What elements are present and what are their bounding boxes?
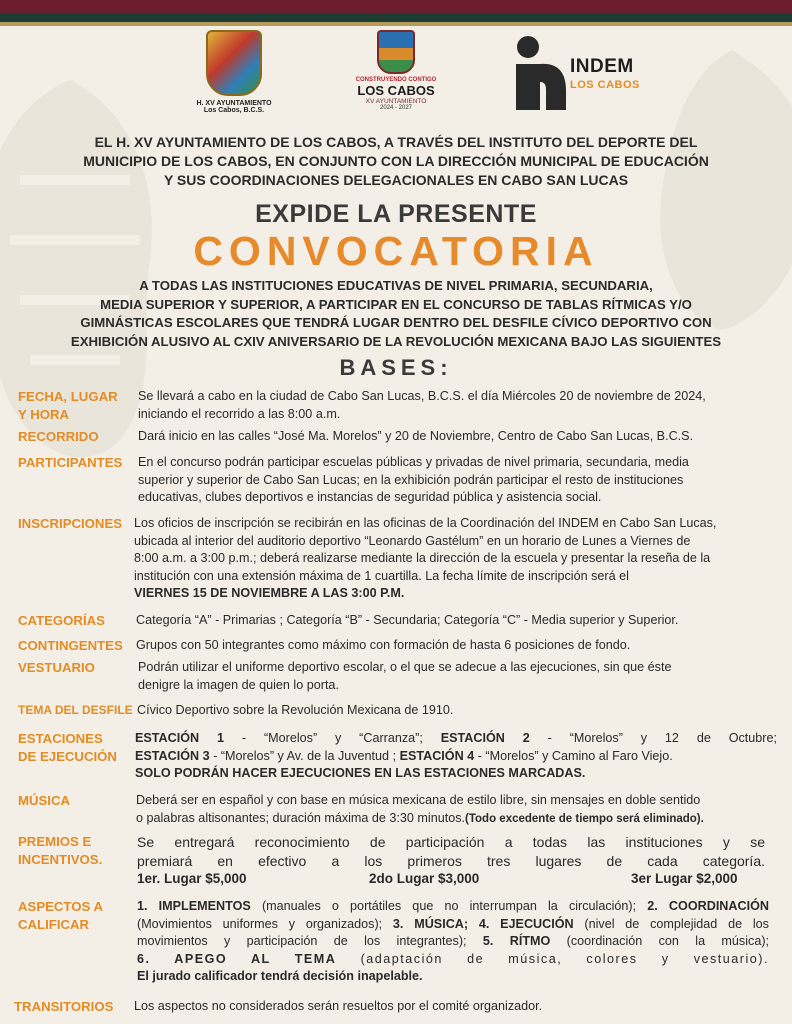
coat-of-arms-icon xyxy=(206,30,262,96)
dest-line2: MEDIA SUPERIOR Y SUPERIOR, A PARTICIPAR EN EL CONCURSO DE TABLAS RÍTMICAS Y/O xyxy=(100,296,692,312)
inscripciones-line1: Los oficios de inscripción se recibirán en las oficinas de la Coordinación del INDEM en Cabo San Lucas, xyxy=(134,516,717,530)
premios-label-line1: PREMIOS E xyxy=(18,834,92,849)
estaciones-line2 xyxy=(135,748,777,766)
aspecto-5-text: (coordinación con la música); xyxy=(550,934,770,948)
inscripciones-deadline: VIERNES 15 DE NOVIEMBRE A LAS 3:00 P.M. xyxy=(134,586,405,600)
prize-third: 3er Lugar $2,000 xyxy=(631,871,738,886)
fecha-label-line2: Y HORA xyxy=(18,406,70,422)
dest-line1: A TODAS LAS INSTITUCIONES EDUCATIVAS DE NIVEL PRIMARIA, SECUNDARIA, xyxy=(139,278,653,293)
estacion-4: ESTACIÓN 4 xyxy=(399,748,475,763)
intro-line3 xyxy=(40,171,752,190)
fecha-text xyxy=(138,388,778,423)
musica-text xyxy=(136,792,778,828)
premios-label xyxy=(18,833,102,868)
inscripciones-line2: ubicada al interior del auditorio deportivo “Leonardo Gastélum” en un horario de Lunes a Viernes de xyxy=(134,533,691,548)
participantes-label: PARTICIPANTES xyxy=(18,455,123,470)
top-stripe-gold xyxy=(0,22,792,26)
aspectos-line1 xyxy=(137,898,769,916)
transitorios-label: TRANSITORIOS xyxy=(14,999,114,1014)
fecha-label xyxy=(18,388,118,423)
inscripciones-line3: 8:00 a.m. a 3:00 p.m.; deberá realizarse mediante la dirección de la escuela y presentar la reseña de la xyxy=(134,551,711,565)
destinatarios-text xyxy=(30,277,762,351)
vestuario-line2: denigre la imagen de quien lo porta. xyxy=(138,677,339,692)
estacion-2-text: - “Morelos” y 12 de Octubre; xyxy=(529,731,777,745)
estacion-3-text: - “Morelos” y Av. de la Juventud ; xyxy=(209,748,400,763)
musica-label: MÚSICA xyxy=(18,793,71,808)
aspecto-3-4: 3. MÚSICA; 4. EJECUCIÓN xyxy=(392,916,574,931)
indem-sub: LOS CABOS xyxy=(570,79,640,91)
loscabos-tagline: CONSTRUYENDO CONTIGO xyxy=(355,77,437,83)
jurado-note: El jurado calificador tendrá decisión inapelable. xyxy=(137,969,423,983)
aspectos-label xyxy=(18,898,103,933)
tema-text: Cívico Deportivo sobre la Revolución Mexicana de 1910. xyxy=(137,703,454,717)
vestuario-line1: Podrán utilizar el uniforme deportivo escolar, o el que se adecue a las ejecuciones, sin que éste xyxy=(138,660,672,674)
aspecto-5: 5. RÍTMO xyxy=(482,934,551,948)
musica-line2-note: (Todo excedente de tiempo será eliminado). xyxy=(465,812,704,825)
aspectos-text xyxy=(137,898,769,986)
aspecto-2: 2. COORDINACIÓN xyxy=(647,899,769,913)
participantes-line3: educativas, clubes deportivos e instancias de seguridad pública y asistencia social. xyxy=(138,490,602,504)
estacion-1-text: - “Morelos” y “Carranza”; xyxy=(224,731,441,745)
categorias-label: CATEGORÍAS xyxy=(18,613,105,628)
aspecto-2-text: (Movimientos uniformes y organizados); xyxy=(137,916,393,931)
ayuntamiento-line1: H. XV AYUNTAMIENTO xyxy=(196,100,272,107)
indem-logo xyxy=(512,32,662,112)
inscripciones-label: INSCRIPCIONES xyxy=(18,516,123,531)
premios-line2: premiará en efectivo a los primeros tres lugares de cada categoría. xyxy=(137,853,765,869)
contingentes-label: CONTINGENTES xyxy=(18,638,123,653)
musica-line1: Deberá ser en español y con base en música mexicana de estilo libre, sin mensajes en doble sentido xyxy=(136,793,701,807)
recorrido-text: Dará inicio en las calles “José Ma. Morelos” y 20 de Noviembre, Centro de Cabo San Lucas, B.C.S. xyxy=(138,429,694,443)
musica-line2 xyxy=(136,810,778,829)
bases-heading: BASES: xyxy=(339,355,453,380)
estaciones-label xyxy=(18,730,117,765)
estaciones-label-line1: ESTACIONES xyxy=(18,731,103,746)
aspectos-line2 xyxy=(137,916,769,934)
inscripciones-line4: institución con una extensión máxima de 1 cuartilla. La fecha límite de inscripción será el xyxy=(134,568,629,583)
vestuario-label: VESTUARIO xyxy=(18,660,95,675)
loscabos-emblem-icon xyxy=(377,30,415,74)
top-stripe-green xyxy=(0,14,792,22)
aspecto-4-text: (nivel de complejidad de los xyxy=(573,916,769,931)
ayuntamiento-logo xyxy=(188,30,280,114)
estacion-3: ESTACIÓN 3 xyxy=(135,748,210,763)
logos-header xyxy=(0,30,792,122)
contingentes-text: Grupos con 50 integrantes como máximo con formación de hasta 6 posiciones de fondo. xyxy=(136,638,631,652)
intro-line1: EL H. XV AYUNTAMIENTO DE LOS CABOS, A TRAVÉS DEL INSTITUTO DEL DEPORTE DEL xyxy=(94,134,698,150)
categorias-text: Categoría “A” - Primarias ; Categoría “B” - Secundaria; Categoría “C” - Media superior y Superior. xyxy=(136,613,679,627)
aspecto-1: 1. IMPLEMENTOS xyxy=(137,899,251,913)
expide-heading: EXPIDE LA PRESENTE xyxy=(255,200,537,228)
vestuario-text xyxy=(138,659,778,694)
transitorios-text: Los aspectos no considerados serán resueltos por el comité organizador. xyxy=(134,999,543,1013)
estacion-1: ESTACIÓN 1 xyxy=(135,731,225,745)
aspecto-6: 6. APEGO AL TEMA xyxy=(137,951,337,966)
estacion-2: ESTACIÓN 2 xyxy=(440,731,530,745)
aspectos-label-line2: CALIFICAR xyxy=(18,916,90,932)
fecha-line1: Se llevará a cabo en la ciudad de Cabo San Lucas, B.C.S. el día Miércoles 20 de noviembre de 2024, xyxy=(138,389,706,403)
fecha-line2: iniciando el recorrido a las 8:00 a.m. xyxy=(138,406,341,421)
recorrido-label: RECORRIDO xyxy=(18,429,99,444)
aspecto-6-text: (adaptación de música, colores y vestuario). xyxy=(336,951,769,966)
aspecto-4-text-cont: movimientos y participación de los integrantes); xyxy=(137,934,483,948)
intro-line3-pre: Y SUS COORDINACIONES DELEGACIONALES EN xyxy=(163,172,502,188)
indem-mark-icon xyxy=(512,34,566,112)
dest-line4: EXHIBICIÓN ALUSIVO AL CXIV ANIVERSARIO DE LA REVOLUCIÓN MEXICANA BAJO LAS SIGUIENTES xyxy=(70,333,722,349)
top-stripe-maroon xyxy=(0,0,792,14)
aspecto-1-text: (manuales o portátiles que no interrumpan la circulación); xyxy=(250,899,648,913)
loscabos-name: LOS CABOS xyxy=(357,83,435,98)
participantes-line1: En el concurso podrán participar escuelas públicas y privadas de nivel primaria, secundaria, media xyxy=(138,455,689,469)
convocatoria-title: CONVOCATORIA xyxy=(193,228,599,274)
estaciones-text xyxy=(135,730,777,783)
inscripciones-text xyxy=(134,515,778,603)
loscabos-years: 2024 - 2027 xyxy=(379,105,413,111)
estaciones-note: SOLO PODRÁN HACER EJECUCIONES EN LAS ESTACIONES MARCADAS. xyxy=(135,766,586,780)
premios-line1: Se entregará reconocimiento de participación a todas las instituciones y se xyxy=(137,834,765,850)
premios-text xyxy=(137,833,765,871)
aspectos-line4 xyxy=(137,951,769,969)
loscabos-sub: XV AYUNTAMIENTO xyxy=(365,98,427,105)
premios-label-line2: INCENTIVOS. xyxy=(18,851,103,867)
musica-line2-text: o palabras altisonantes; duración máxima de 3:30 minutos. xyxy=(136,810,466,825)
dest-line3: GIMNÁSTICAS ESCOLARES QUE TENDRÁ LUGAR DENTRO DEL DESFILE CÍVICO DEPORTIVO CON xyxy=(80,315,712,330)
indem-name: INDEM xyxy=(570,56,634,77)
estaciones-line1 xyxy=(135,730,777,748)
loscabos-logo xyxy=(340,30,452,111)
estacion-4-text: - “Morelos” y Camino al Faro Viejo. xyxy=(474,748,673,763)
participantes-text xyxy=(138,454,778,507)
participantes-line2: superior y superior de Cabo San Lucas; en la exhibición podrán participar el resto de instituciones xyxy=(138,472,684,487)
intro-line3-bold: CABO SAN LUCAS xyxy=(501,172,629,188)
ayuntamiento-line2: Los Cabos, B.C.S. xyxy=(203,107,265,114)
prize-second: 2do Lugar $3,000 xyxy=(369,871,480,886)
intro-text xyxy=(40,133,752,190)
intro-line2: MUNICIPIO DE LOS CABOS, EN CONJUNTO CON LA DIRECCIÓN MUNICIPAL DE EDUCACIÓN xyxy=(83,153,709,169)
tema-label: TEMA DEL DESFILE xyxy=(18,703,133,717)
fecha-label-line1: FECHA, LUGAR xyxy=(18,389,118,404)
aspectos-label-line1: ASPECTOS A xyxy=(18,899,104,914)
prize-first: 1er. Lugar $5,000 xyxy=(137,871,247,886)
aspectos-line3 xyxy=(137,933,769,951)
estaciones-label-line2: DE EJECUCIÓN xyxy=(18,748,117,764)
